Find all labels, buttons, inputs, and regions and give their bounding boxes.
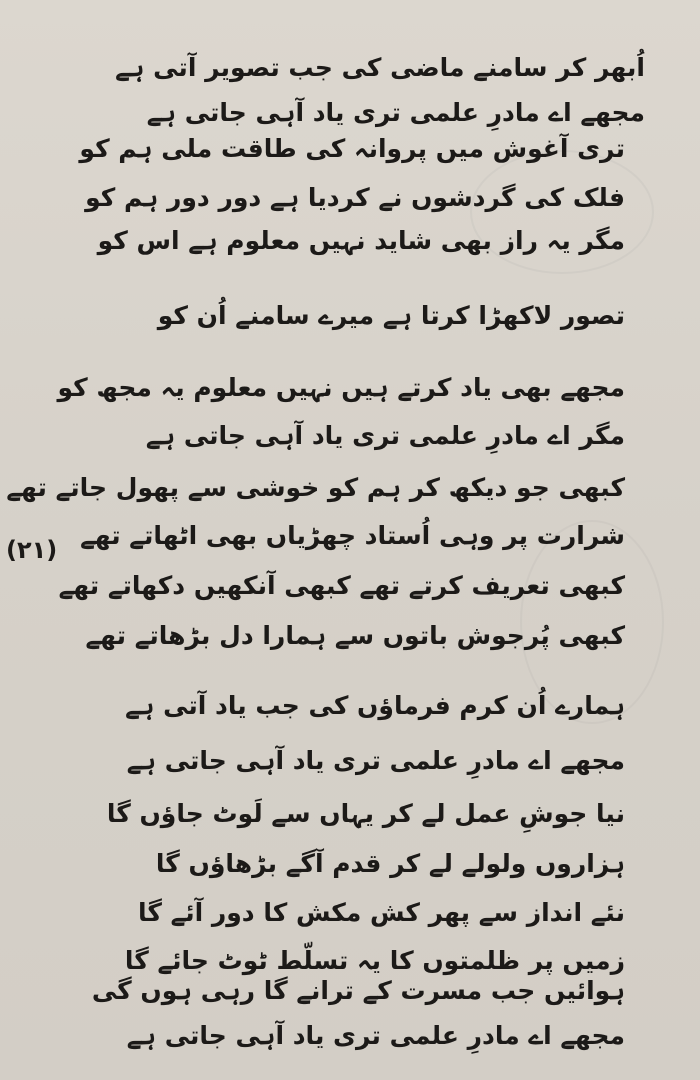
verse-line: مگر اے مادرِ علمی تری یاد آہی جاتی ہے: [145, 421, 625, 450]
verse-line: مجھے بھی یاد کرتے ہیں نہیں معلوم یہ مجھ کو: [57, 373, 625, 402]
verse-line: کبھی پُرجوش باتوں سے ہمارا دل بڑھاتے تھے: [85, 621, 625, 650]
verse-line: ہوائیں جب مسرت کے ترانے گا رہی ہوں گی: [91, 976, 625, 1005]
verse-line: ہزاروں ولولے لے کر قدم آگے بڑھاؤں گا: [155, 849, 625, 878]
verse-line: مجھے اے مادرِ علمی تری یاد آہی جاتی ہے: [126, 746, 625, 775]
verse-line: مجھے اے مادرِ علمی تری یاد آہی جاتی ہے: [146, 98, 645, 127]
verse-line: نیا جوشِ عمل لے کر یہاں سے لَوٹ جاؤں گا: [106, 799, 625, 828]
page-number: (۲۱): [6, 536, 58, 564]
verse-line: زمیں پر ظلمتوں کا یہ تسلّط ٹوٹ جائے گا: [124, 946, 625, 975]
verse-line: تصور لاکھڑا کرتا ہے میرے سامنے اُن کو: [157, 301, 625, 330]
verse-line: کبھی تعریف کرتے تھے کبھی آنکھیں دکھاتے تھے: [58, 571, 625, 600]
verse-line: مگر یہ راز بھی شاید نہیں معلوم ہے اس کو: [97, 226, 625, 255]
verse-line: کبھی جو دیکھ کر ہم کو خوشی سے پھول جاتے تھے: [6, 473, 625, 502]
verse-line: نئے انداز سے پھر کش مکش کا دور آئے گا: [137, 898, 625, 927]
verse-line: شرارت پر وہی اُستاد چھڑیاں بھی اٹھاتے تھے: [80, 521, 625, 550]
verse-line: مجھے اے مادرِ علمی تری یاد آہی جاتی ہے: [126, 1021, 625, 1050]
verse-line: ہمارے اُن کرم فرماؤں کی جب یاد آتی ہے: [125, 691, 625, 720]
verse-line: فلک کی گردشوں نے کردیا ہے دور دور ہم کو: [85, 183, 625, 212]
verse-line: اُبھر کر سامنے ماضی کی جب تصویر آتی ہے: [115, 53, 645, 82]
verse-line: تری آغوش میں پروانہ کی طاقت ملی ہم کو: [79, 134, 625, 163]
